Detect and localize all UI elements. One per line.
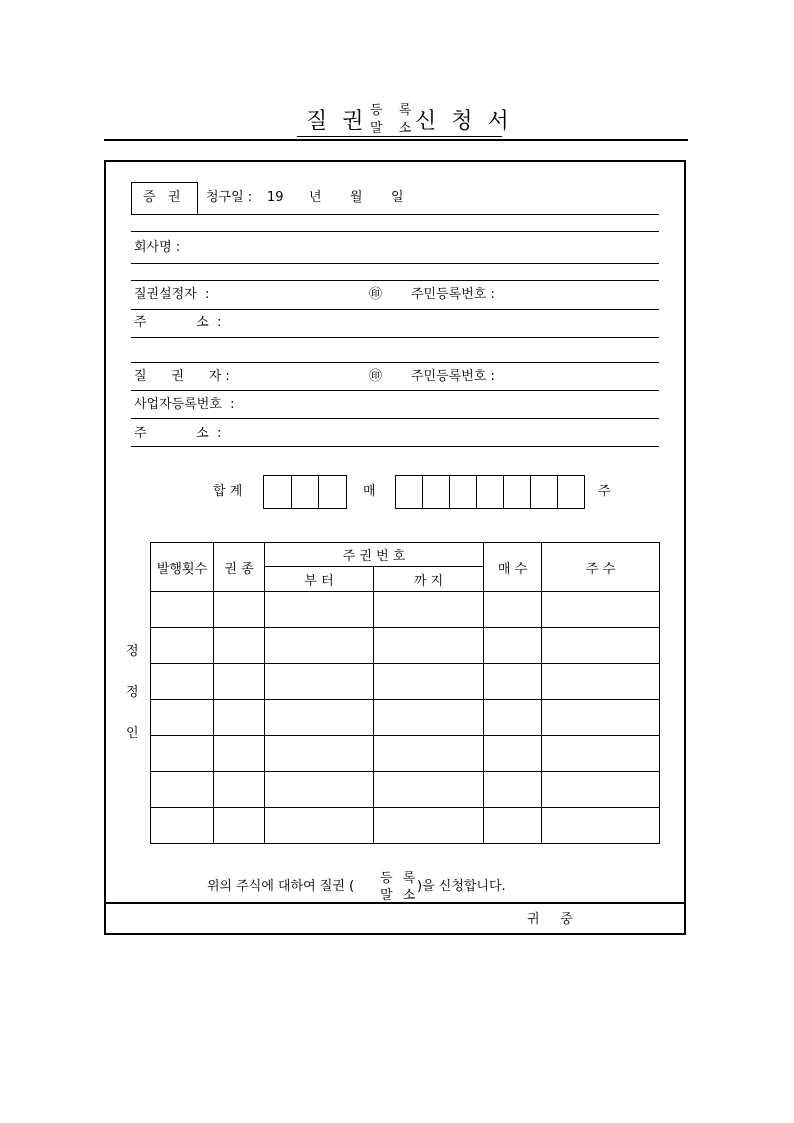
header-to: 까 지	[374, 567, 484, 592]
side-label-1: 정	[126, 644, 139, 659]
table-cell[interactable]	[374, 592, 484, 628]
pledgor-field-line[interactable]	[131, 309, 659, 310]
title-rule	[104, 139, 688, 141]
request-date-label: 청구일 :	[206, 190, 253, 205]
header-from: 부 터	[265, 567, 374, 592]
sum-label: 합 계	[213, 484, 243, 499]
table-cell[interactable]	[214, 808, 265, 844]
sheet-count-box[interactable]	[263, 475, 292, 509]
footer-rule	[104, 902, 686, 904]
table-cell[interactable]	[151, 772, 214, 808]
statement-after: )을 신청합니다.	[417, 879, 506, 894]
pledgor-resident-no-label: 주민등록번호 :	[411, 287, 495, 302]
title-right: 신 청 서	[415, 109, 513, 134]
table-row	[151, 628, 660, 664]
table-cell[interactable]	[265, 592, 374, 628]
statement-before: 위의 주식에 대하여 질권 (	[207, 879, 355, 894]
sheet-count-box[interactable]	[318, 475, 347, 509]
table-cell[interactable]	[542, 808, 660, 844]
pledgor-top-rule	[131, 280, 659, 281]
title-stack-top: 등 록	[370, 103, 418, 118]
pledgor-label: 질권설정자 :	[134, 287, 210, 302]
table-row	[151, 700, 660, 736]
table-cell[interactable]	[265, 808, 374, 844]
table-cell[interactable]	[214, 628, 265, 664]
company-field-line[interactable]	[131, 263, 659, 264]
pledgee-address-line[interactable]	[131, 446, 659, 447]
header-share-no: 주 권 번 호	[265, 543, 484, 567]
table-cell[interactable]	[484, 592, 542, 628]
table-cell[interactable]	[542, 592, 660, 628]
pledgee-resident-no-label: 주민등록번호 :	[411, 369, 495, 384]
table-row	[151, 592, 660, 628]
pledgee-top-rule	[131, 362, 659, 363]
share-detail-table	[150, 542, 660, 844]
side-label-2: 정	[126, 685, 139, 700]
company-label: 회사명 :	[134, 240, 181, 255]
table-cell[interactable]	[542, 736, 660, 772]
header-sheets: 매 수	[484, 543, 542, 592]
header-kind: 권 종	[214, 543, 265, 592]
header-issue-count: 발행횟수	[151, 543, 214, 592]
table-cell[interactable]	[151, 700, 214, 736]
table-cell[interactable]	[484, 808, 542, 844]
year-unit: 년	[309, 190, 322, 205]
pledgee-field-line[interactable]	[131, 390, 659, 391]
table-cell[interactable]	[214, 700, 265, 736]
table-cell[interactable]	[265, 772, 374, 808]
company-top-rule	[131, 231, 659, 232]
table-cell[interactable]	[374, 700, 484, 736]
sheet-count-box[interactable]	[291, 475, 320, 509]
table-cell[interactable]	[374, 808, 484, 844]
table-cell[interactable]	[265, 628, 374, 664]
table-row	[151, 664, 660, 700]
table-cell[interactable]	[265, 664, 374, 700]
table-cell[interactable]	[484, 664, 542, 700]
table-cell[interactable]	[374, 664, 484, 700]
pledgee-seal-icon: ㊞	[369, 369, 383, 384]
share-count-box[interactable]	[449, 475, 477, 509]
pledgee-label: 질 권 자 :	[134, 369, 230, 384]
table-cell[interactable]	[542, 628, 660, 664]
table-cell[interactable]	[374, 772, 484, 808]
table-row	[151, 808, 660, 844]
month-unit: 월	[350, 190, 363, 205]
share-count-box[interactable]	[530, 475, 558, 509]
table-cell[interactable]	[484, 700, 542, 736]
side-label-3: 인	[126, 726, 139, 741]
shares-unit: 주	[598, 484, 611, 499]
table-cell[interactable]	[374, 628, 484, 664]
title-stack-bottom: 말 소	[370, 121, 418, 136]
table-cell[interactable]	[214, 664, 265, 700]
table-cell[interactable]	[484, 772, 542, 808]
share-count-box[interactable]	[422, 475, 450, 509]
title-left: 질 권	[306, 109, 368, 134]
table-cell[interactable]	[214, 592, 265, 628]
pledgor-address-label: 주 소 :	[134, 315, 222, 330]
pledgee-business-no-label: 사업자등록번호 :	[134, 397, 235, 412]
table-row	[151, 772, 660, 808]
header-shares: 주 수	[542, 543, 660, 592]
table-cell[interactable]	[214, 772, 265, 808]
recipient-label: 귀 중	[527, 912, 573, 927]
table-cell[interactable]	[151, 628, 214, 664]
table-cell[interactable]	[214, 736, 265, 772]
table-cell[interactable]	[374, 736, 484, 772]
table-row	[151, 736, 660, 772]
statement-stack-bottom: 말 소	[380, 888, 419, 903]
pledgor-address-line[interactable]	[131, 337, 659, 338]
share-count-box[interactable]	[503, 475, 531, 509]
table-cell[interactable]	[265, 700, 374, 736]
table-cell[interactable]	[542, 664, 660, 700]
table-cell[interactable]	[484, 628, 542, 664]
table-cell[interactable]	[542, 772, 660, 808]
share-count-box[interactable]	[395, 475, 423, 509]
table-cell[interactable]	[265, 736, 374, 772]
table-cell[interactable]	[484, 736, 542, 772]
date-rule	[198, 214, 659, 215]
pledgor-seal-icon: ㊞	[369, 287, 383, 302]
table-cell[interactable]	[151, 664, 214, 700]
day-unit: 일	[391, 190, 404, 205]
sheets-unit: 매	[363, 484, 376, 499]
pledgee-address-label: 주 소 :	[134, 426, 222, 441]
title-underline	[297, 136, 502, 137]
share-count-box[interactable]	[476, 475, 504, 509]
table-cell[interactable]	[151, 808, 214, 844]
table-cell[interactable]	[151, 592, 214, 628]
share-count-box[interactable]	[557, 475, 585, 509]
table-cell[interactable]	[542, 700, 660, 736]
stock-box-label: 증 권	[143, 190, 181, 205]
year-prefix[interactable]: 19	[267, 190, 284, 205]
table-cell[interactable]	[151, 736, 214, 772]
statement-stack-top: 등 록	[380, 871, 419, 886]
pledgee-business-line[interactable]	[131, 418, 659, 419]
